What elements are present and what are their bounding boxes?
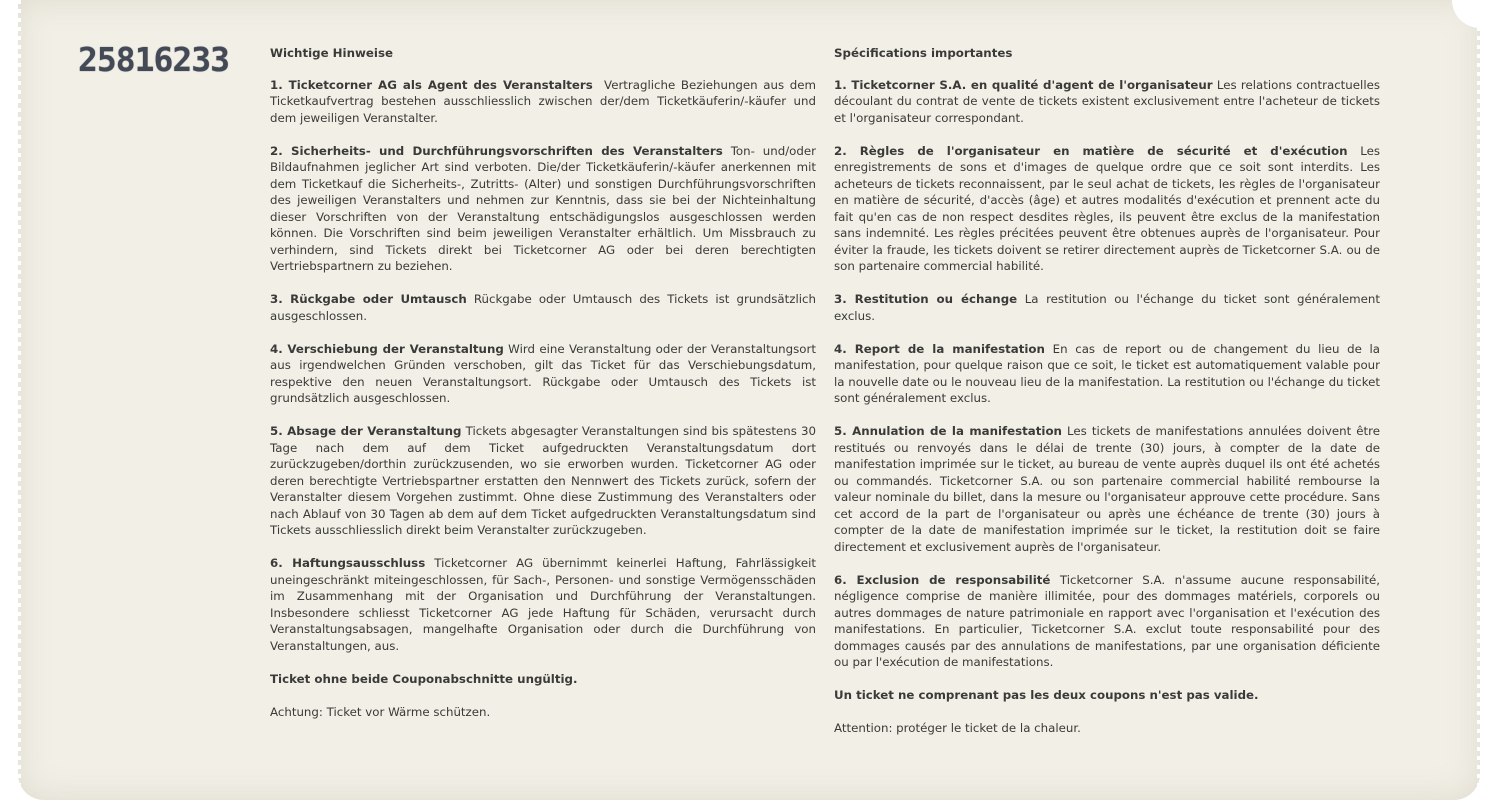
french-clause-5 bbox=[834, 423, 1380, 555]
french-heat-note: Attention: protéger le ticket de la chaleur. bbox=[834, 721, 1081, 735]
german-terms-column bbox=[270, 45, 816, 737]
german-clause-4 bbox=[270, 341, 816, 407]
clause-title: 1. Ticketcorner S.A. en qualité d'agent de l'organisateur bbox=[834, 77, 1213, 92]
clause-text: La restitution ou l'échange du ticket sont généralement exclus. bbox=[834, 292, 1380, 323]
french-clause-3 bbox=[834, 291, 1380, 324]
german-heat-note: Achtung: Ticket vor Wärme schützen. bbox=[270, 704, 491, 719]
clause-title: 3. Restitution ou échange bbox=[834, 292, 1018, 306]
clause-title: 3. Rückgabe oder Umtausch bbox=[270, 292, 467, 306]
clause-text: Vertragliche Beziehungen aus dem Ticketkaufvertrag bestehen ausschliesslich zwischen der/dem Ticketkäuferin/-käufer und dem jeweiligen Veranstalter. bbox=[270, 77, 817, 125]
clause-text: Ticketcorner S.A. n'assume aucune responsabilité, négligence comprise de manière illimitée, pour des dommages matériels, corporels ou autres dommages de nature patrimoniale en rapport avec l'organisation et l'exécution des manifestations. En particulier, Ticketcorner S.A. exclut toute responsabilité pour des dommages causés par des annulations de manifestations, par une organisation déficiente ou par l'exécution de manifestations. bbox=[834, 572, 1380, 669]
clause-title: 6. Haftungsausschluss bbox=[270, 556, 426, 570]
german-clause-1 bbox=[270, 77, 816, 127]
french-clause-2 bbox=[834, 143, 1380, 275]
clause-title: 5. Absage der Veranstaltung bbox=[270, 424, 462, 438]
clause-text: Ton- und/oder Bildaufnahmen jeglicher Art sind verboten. Die/der Ticketkäuferin/-käufer anerkennen mit dem Ticketkauf die Sicherheits-, Zutritts- (Alter) und sonstigen Durchführungsvorschriften des jeweiligen Veranstalters und nehmen zur Kenntnis, dass sie bei der Nichteinhaltung dieser Vorschriften von der Veranstaltung entschädigungslos ausgeschlossen werden können. Die Vorschriften sind beim jeweiligen Veranstalter erhältlich. Um Missbrauch zu verhindern, sind Tickets direkt bei Ticketcorner AG oder bei deren berechtigten Vertriebspartnern zu beziehen. bbox=[270, 143, 816, 273]
serial-number: 25816233 bbox=[78, 40, 229, 79]
ticket-back bbox=[18, 0, 1480, 800]
clause-text: Tickets abgesagter Veranstaltungen sind bis spätestens 30 Tage nach dem auf dem Ticket aufgedruckten Veranstaltungsdatum dort zurückzugeben/dorthin zurückzusenden, wo sie erworben wurden. Ticketcorner AG oder deren berechtigte Vertriebspartner erstatten den Nennwert des Tickets zurück, sofern der Veranstalter diesem Vorgehen zustimmt. Ohne diese Zustimmung des Veranstalters oder nach Ablauf von 30 Tagen ab dem auf dem Ticket aufgedruckten Veranstaltungsdatum sind Tickets ausschliesslich direkt beim Veranstalter zurückzugeben. bbox=[270, 424, 817, 537]
german-clause-6 bbox=[270, 555, 816, 654]
clause-title: 1. Ticketcorner AG als Agent des Veranstalters bbox=[270, 77, 593, 92]
french-clause-4 bbox=[834, 341, 1380, 407]
clause-title: 2. Règles de l'organisateur en matière de sécurité et d'exécution bbox=[834, 143, 1348, 158]
german-clause-2 bbox=[270, 143, 816, 275]
clause-title: 2. Sicherheits- und Durchführungsvorschriften des Veranstalters bbox=[270, 143, 723, 158]
clause-text: Rückgabe oder Umtausch des Tickets ist grundsätzlich ausgeschlossen. bbox=[270, 292, 816, 323]
french-clause-6 bbox=[834, 572, 1380, 671]
clause-text: Wird eine Veranstaltung oder der Veranstaltungsort aus irgendwelchen Gründen verschoben, gilt das Ticket für das Verschiebungsdatum, respektive den neuen Veranstaltungsort. Rückgabe oder Umtausch des Tickets ist grundsätzlich ausgeschlossen. bbox=[270, 341, 816, 405]
french-clause-1 bbox=[834, 77, 1380, 127]
german-coupon-note: Ticket ohne beide Couponabschnitte ungültig. bbox=[270, 671, 578, 686]
german-clause-5 bbox=[270, 423, 816, 539]
clause-title: 4. Verschiebung der Veranstaltung bbox=[270, 341, 504, 356]
clause-text: Ticketcorner AG übernimmt keinerlei Haftung, Fahrlässigkeit uneingeschränkt miteingeschlossen, für Sach-, Personen- und sonstige Vermögensschäden im Zusammenhang mit der Organisation und Durchführung der Veranstaltungen. Insbesondere schliesst Ticketcorner AG jede Haftung für Schäden, verursacht durch Veranstaltungsabsagen, mangelhafte Organisation oder durch die Durchführung von Veranstaltungen, aus. bbox=[270, 556, 817, 653]
french-coupon-note: Un ticket ne comprenant pas les deux coupons n'est pas valide. bbox=[834, 688, 1259, 702]
ticket-corner-cut bbox=[1452, 0, 1480, 28]
clause-title: 4. Report de la manifestation bbox=[834, 341, 1045, 356]
clause-title: 6. Exclusion de responsabilité bbox=[834, 572, 1051, 587]
clause-title: 5. Annulation de la manifestation bbox=[834, 424, 1062, 438]
clause-text: Les tickets de manifestations annulées doivent être restitués ou renvoyés dans le délai de trente (30) jours, à compter de la date de manifestation imprimée sur le ticket, au bureau de vente auprès duquel ils ont été achetés ou commandés. Ticketcorner S.A. ou son partenaire commercial habilité rembourse la valeur nominale du billet, dans la mesure ou l'organisateur approuve cette procédure. Sans cet accord de la part de l'organisateur ou après une échéance de trente (30) jours à compter de la date de manifestation imprimée sur le ticket, la restitution doit se faire directement et exclusivement auprès de l'organisateur. bbox=[834, 424, 1380, 554]
french-heading: Spécifications importantes bbox=[834, 46, 1013, 60]
french-terms-column bbox=[834, 45, 1380, 753]
clause-text: Les relations contractuelles découlant du contrat de vente de tickets existent exclusivement entre l'acheteur de tickets et l'organisateur correspondant. bbox=[834, 77, 1380, 125]
german-clause-3 bbox=[270, 291, 816, 324]
clause-text: Les enregistrements de sons et d'images de quelque ordre que ce soit sont interdits. Les acheteurs de tickets reconnaissent, par le seul achat de tickets, les règles de l'organisateur en matière de sécurité, d'accès (âge) et autres modalités d'exécution et prennent acte du fait qu'en cas de non respect desdites règles, ils peuvent être exclus de la manifestation sans indemnité. Les règles précitées peuvent être obtenues auprès de l'organisateur. Pour éviter la fraude, les tickets doivent se retirer directement auprès de Ticketcorner S.A. ou de son partenaire commercial habilité. bbox=[834, 143, 1381, 273]
german-heading: Wichtige Hinweise bbox=[270, 46, 393, 60]
clause-text: En cas de report ou de changement du lieu de la manifestation, pour quelque raison que ce soit, le ticket est automatiquement valable pour la nouvelle date ou le nouveau lieu de la manifestation. La restitution ou l'échange du ticket sont généralement exclus. bbox=[834, 341, 1381, 405]
